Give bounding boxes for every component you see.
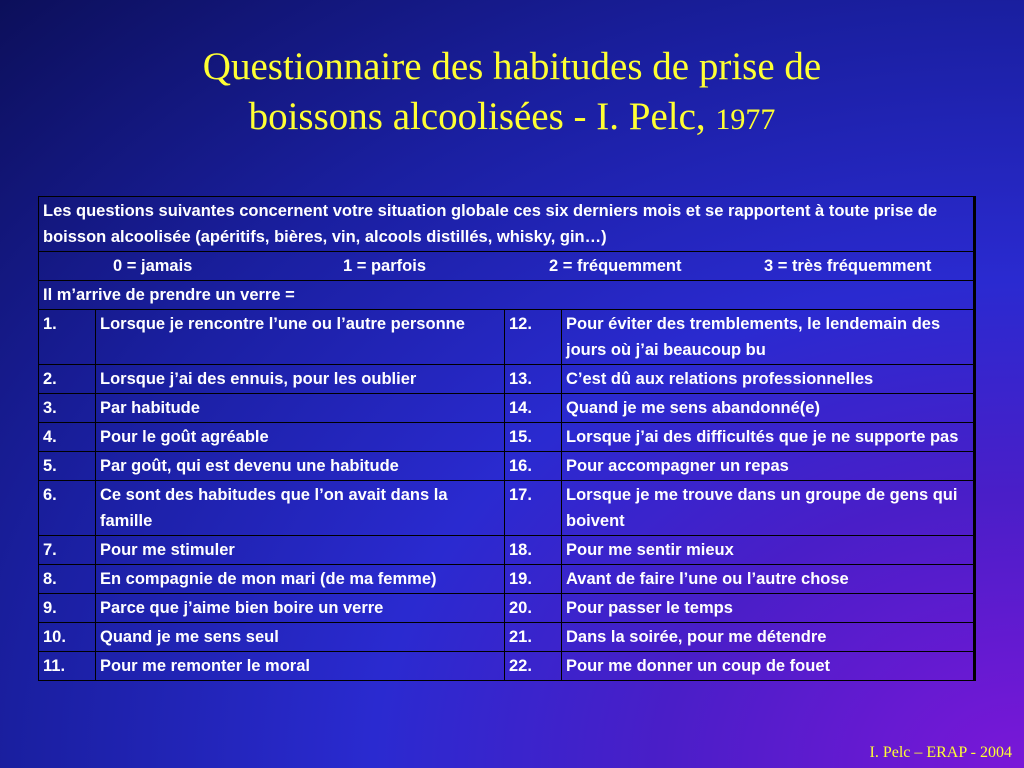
question-text: Parce que j’aime bien boire un verre	[96, 594, 505, 623]
question-text: Ce sont des habitudes que l’on avait dans la famille	[96, 481, 505, 536]
question-number: 12.	[505, 310, 562, 365]
scale-row	[39, 252, 975, 281]
question-text: Pour me remonter le moral	[96, 652, 505, 681]
question-text: Pour le goût agréable	[96, 423, 505, 452]
question-text: Pour accompagner un repas	[562, 452, 975, 481]
question-number: 11.	[39, 652, 96, 681]
question-number: 15.	[505, 423, 562, 452]
question-text: Avant de faire l’une ou l’autre chose	[562, 565, 975, 594]
table-row	[39, 423, 975, 452]
question-number: 22.	[505, 652, 562, 681]
question-number: 18.	[505, 536, 562, 565]
slide-title	[0, 42, 1024, 145]
scale-2: 2 = fréquemment	[549, 257, 682, 275]
question-text: Lorsque je rencontre l’une ou l’autre personne	[96, 310, 505, 365]
prompt-text: Il m’arrive de prendre un verre =	[39, 281, 975, 310]
question-number: 21.	[505, 623, 562, 652]
table-row	[39, 310, 975, 365]
table-row	[39, 623, 975, 652]
question-number: 3.	[39, 394, 96, 423]
question-number: 8.	[39, 565, 96, 594]
questionnaire-table	[38, 196, 976, 681]
question-text: Lorsque j’ai des ennuis, pour les oublier	[96, 365, 505, 394]
question-text: Pour me stimuler	[96, 536, 505, 565]
question-text: Par habitude	[96, 394, 505, 423]
question-text: C’est dû aux relations professionnelles	[562, 365, 975, 394]
title-year: 1977	[715, 103, 776, 136]
table-row	[39, 365, 975, 394]
question-text: En compagnie de mon mari (de ma femme)	[96, 565, 505, 594]
question-number: 9.	[39, 594, 96, 623]
question-text: Quand je me sens seul	[96, 623, 505, 652]
question-number: 1.	[39, 310, 96, 365]
question-number: 2.	[39, 365, 96, 394]
question-text: Pour me donner un coup de fouet	[562, 652, 975, 681]
table-row	[39, 594, 975, 623]
question-number: 16.	[505, 452, 562, 481]
scale-3: 3 = très fréquemment	[764, 257, 932, 275]
question-text: Lorsque j’ai des difficultés que je ne supporte pas	[562, 423, 975, 452]
question-text: Dans la soirée, pour me détendre	[562, 623, 975, 652]
table-row	[39, 481, 975, 536]
question-text: Pour passer le temps	[562, 594, 975, 623]
table-row	[39, 565, 975, 594]
question-text: Quand je me sens abandonné(e)	[562, 394, 975, 423]
question-number: 14.	[505, 394, 562, 423]
question-text: Lorsque je me trouve dans un groupe de gens qui boivent	[562, 481, 975, 536]
question-number: 13.	[505, 365, 562, 394]
intro-text: Les questions suivantes concernent votre situation globale ces six derniers mois et se rapportent à toute prise de boisson alcoolisée (apéritifs, bières, vin, alcools distillés, whisky, gin…)	[39, 197, 975, 252]
table-row	[39, 452, 975, 481]
scale-legend	[39, 252, 975, 281]
question-number: 5.	[39, 452, 96, 481]
title-line-2	[0, 92, 1024, 145]
table-row	[39, 536, 975, 565]
intro-row	[39, 197, 975, 252]
title-line-1: Questionnaire des habitudes de prise de	[202, 45, 822, 88]
question-number: 19.	[505, 565, 562, 594]
prompt-row	[39, 281, 975, 310]
question-text: Pour éviter des tremblements, le lendemain des jours où j’ai beaucoup bu	[562, 310, 975, 365]
question-text: Pour me sentir mieux	[562, 536, 975, 565]
question-number: 20.	[505, 594, 562, 623]
question-number: 4.	[39, 423, 96, 452]
question-text: Par goût, qui est devenu une habitude	[96, 452, 505, 481]
question-number: 6.	[39, 481, 96, 536]
table-row	[39, 394, 975, 423]
scale-1: 1 = parfois	[343, 257, 426, 275]
footer-credit: I. Pelc – ERAP - 2004	[869, 744, 1012, 761]
table-row	[39, 652, 975, 681]
question-number: 7.	[39, 536, 96, 565]
scale-0: 0 = jamais	[113, 257, 193, 275]
question-number: 10.	[39, 623, 96, 652]
question-number: 17.	[505, 481, 562, 536]
title-text: boissons alcoolisées - I. Pelc,	[248, 95, 706, 138]
